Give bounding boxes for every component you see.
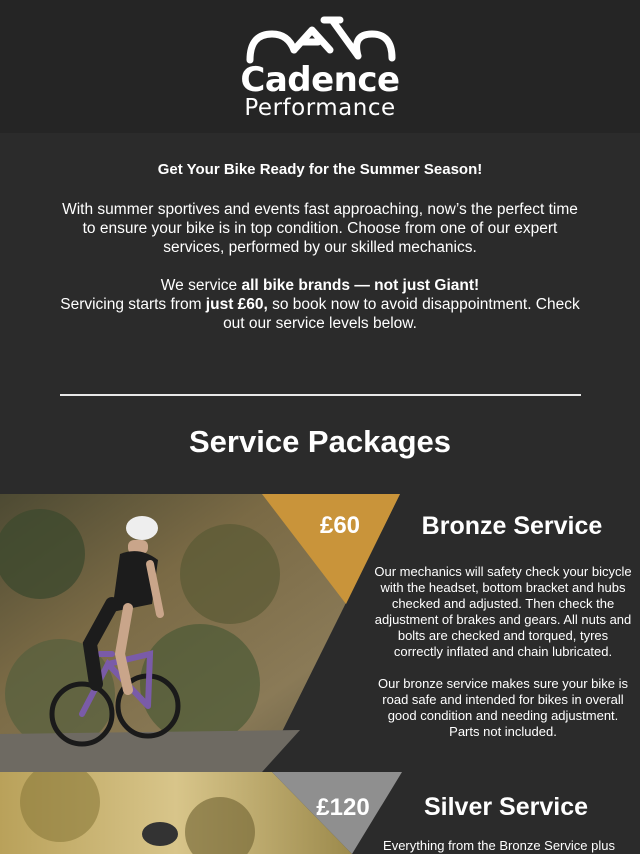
- brands-highlight: all bike brands — not just Giant!: [241, 277, 480, 294]
- bronze-title: Bronze Service: [421, 512, 603, 540]
- intro-section: [60, 160, 580, 352]
- book-text: so book now to avoid disappointment. Check out our service levels below.: [223, 296, 580, 332]
- price-text: Servicing starts from: [60, 296, 206, 313]
- price-highlight: just £60,: [205, 296, 268, 313]
- silver-title: Silver Service: [423, 793, 588, 821]
- section-title: Service Packages: [189, 424, 451, 459]
- section-divider: [60, 394, 581, 396]
- intro-paragraph: With summer sportives and events fast approaching, now’s the perfect time to ensure your bike is in top condition. Choose from one of our expert services, performed by our skilled mechanics.: [62, 201, 578, 256]
- brands-text: We service: [160, 277, 242, 294]
- intro-headline: Get Your Bike Ready for the Summer Season!: [157, 161, 483, 178]
- site-header: [0, 0, 640, 133]
- silver-description-1: Everything from the Bronze Service plus: [383, 838, 615, 853]
- brand-name: Cadence: [240, 60, 400, 100]
- bronze-description-2: Our bronze service makes sure your bike is road safe and intended for bikes in overall good condition and needing adjustment. Parts not included.: [378, 676, 628, 739]
- bronze-price: £60: [319, 512, 361, 539]
- bronze-description-1: Our mechanics will safety check your bicycle with the headset, bottom bracket and hubs checked and adjusted. Then check the adjustment of brakes and gears. All nuts and bolts are checked and torqued, tyres correctly inflated and chain lubricated.: [374, 564, 632, 659]
- bronze-description: [372, 564, 634, 756]
- brand-tagline: Performance: [244, 95, 396, 121]
- silver-description: [368, 838, 630, 854]
- package-bronze: [0, 494, 640, 772]
- intro-brands-paragraph: [60, 276, 580, 333]
- silver-price: £120: [316, 794, 370, 821]
- package-silver: [0, 772, 640, 854]
